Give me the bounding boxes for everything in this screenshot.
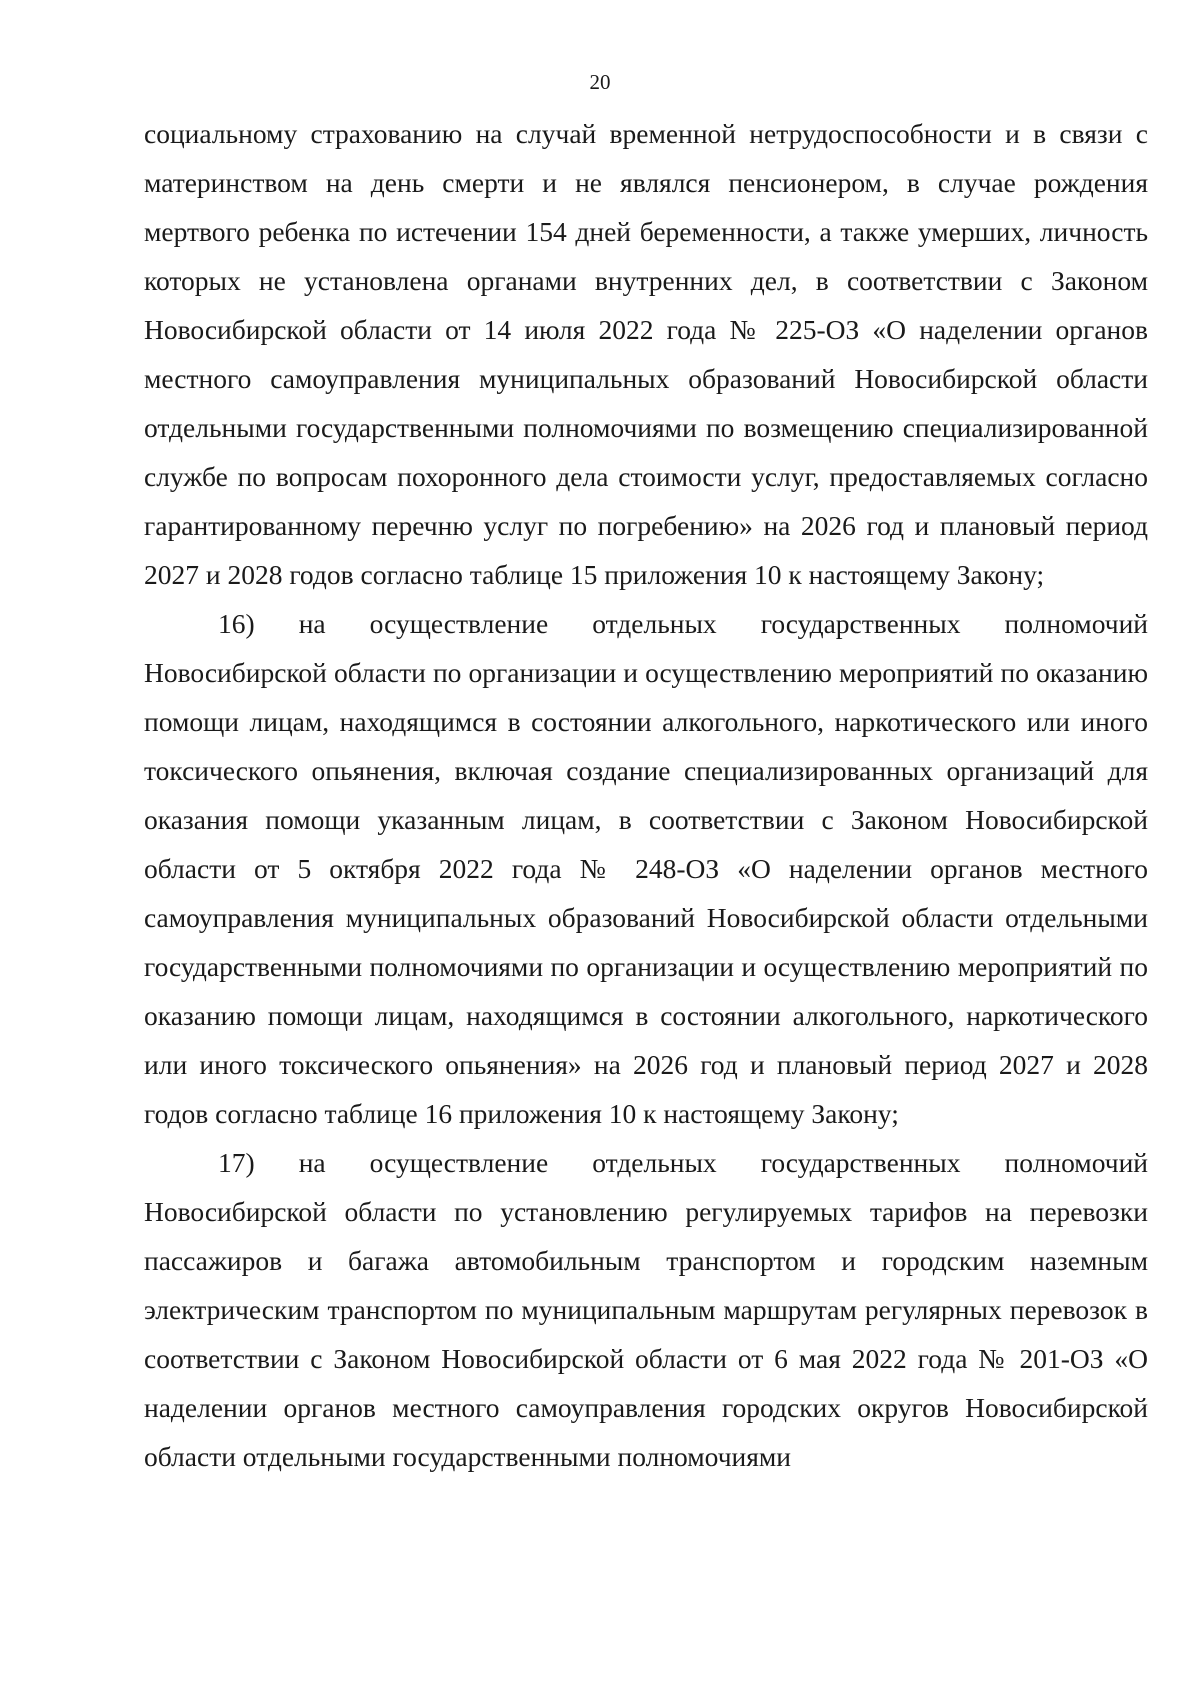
paragraph-continuation: социальному страхованию на случай временной нетрудоспособности и в связи с материнством на день смерти и не являлся пенсионером, в случае рождения мертвого ребенка по истечении 154 дней беременности, а также умерших, личность которых не установлена органами внутренних дел, в соответствии с Законом Новосибирской области от 14 июля 2022 года № 225-ОЗ «О наделении органов местного самоуправления муниципальных образований Новосибирской области отдельными государственными полномочиями по возмещению специализированной службе по вопросам похоронного дела стоимости услуг, предоставляемых согласно гарантированному перечню услуг по погребению» на 2026 год и плановый период 2027 и 2028 годов согласно таблице 15 приложения 10 к настоящему Закону; [144,118,1148,590]
page-number: 20 [589,70,611,94]
paragraph-item-16: 16) на осуществление отдельных государственных полномочий Новосибирской области по организации и осуществлению мероприятий по оказанию помощи лицам, находящимся в состоянии алкогольного, наркотического или иного токсического опьянения, включая создание специализированных организаций для оказания помощи указанным лицам, в соответствии с Законом Новосибирской области от 5 октября 2022 года № 248-ОЗ «О наделении органов местного самоуправления муниципальных образований Новосибирской области отдельными государственными полномочиями по организации и осуществлению мероприятий по оказанию помощи лицам, находящимся в состоянии алкогольного, наркотического или иного токсического опьянения» на 2026 год и плановый период 2027 и 2028 годов согласно таблице 16 приложения 10 к настоящему Закону; [144,608,1148,1129]
document-body [144,109,1148,1481]
paragraph-item-17: 17) на осуществление отдельных государственных полномочий Новосибирской области по установлению регулируемых тарифов на перевозки пассажиров и багажа автомобильным транспортом и городским наземным электрическим транспортом по муниципальным маршрутам регулярных перевозок в соответствии с Законом Новосибирской области от 6 мая 2022 года № 201-ОЗ «О наделении органов местного самоуправления городских округов Новосибирской области отдельными государственными полномочиями [144,1147,1148,1472]
